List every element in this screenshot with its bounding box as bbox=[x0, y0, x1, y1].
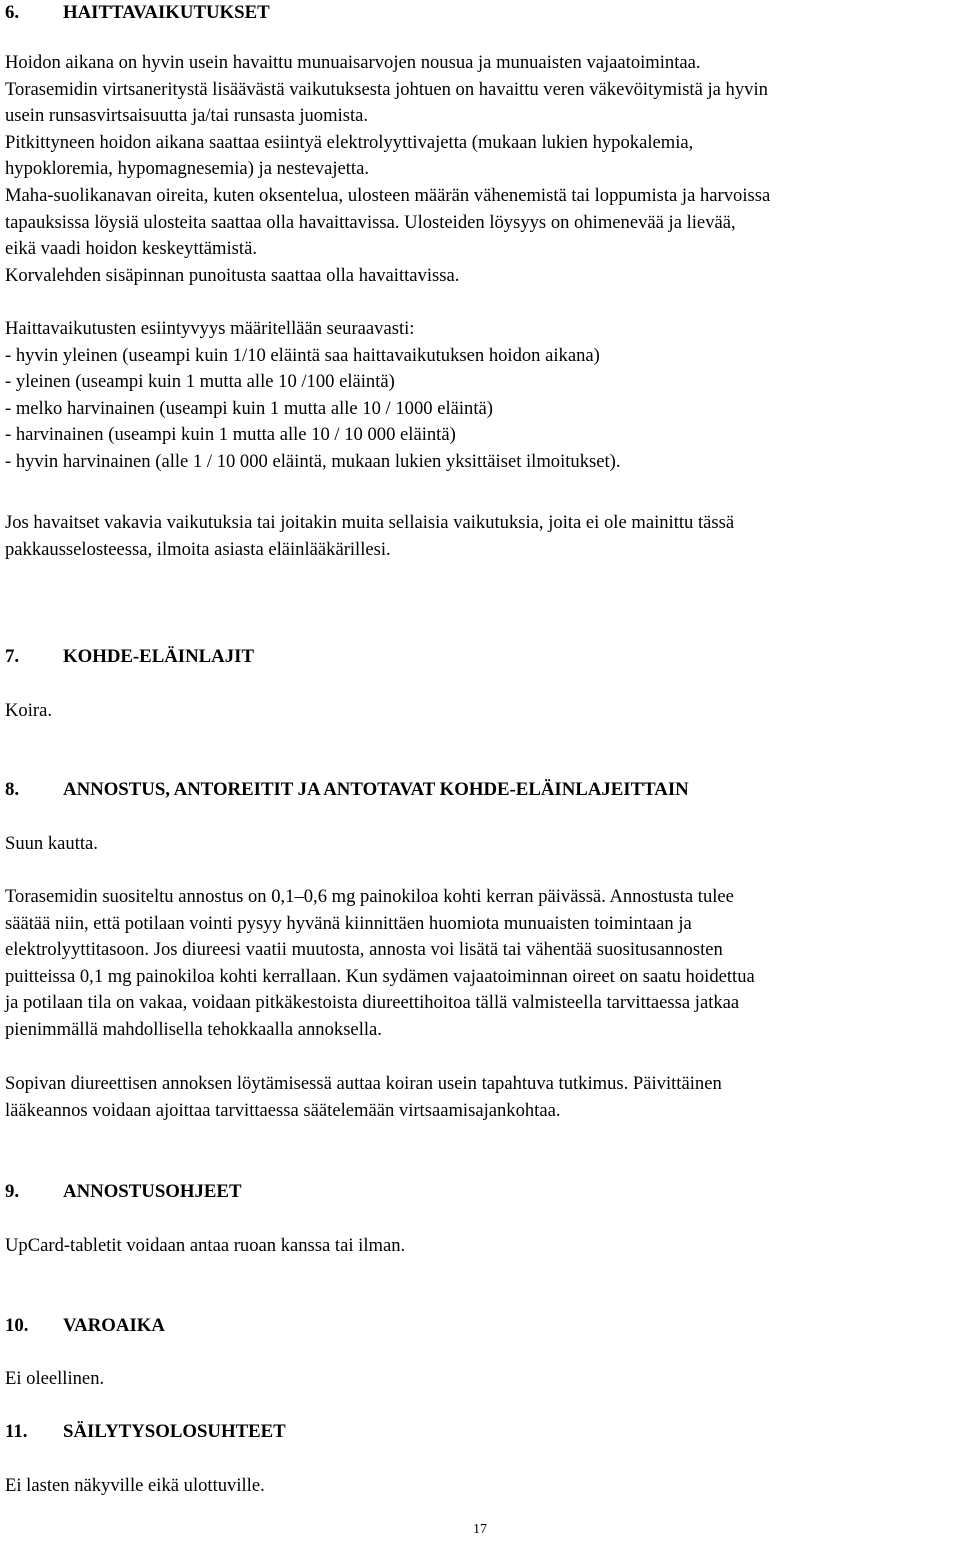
text-line: Torasemidin virtsaneritystä lisäävästä vaikutuksesta johtuen on havaittu veren väkevöitymistä ja hyvin bbox=[5, 78, 768, 100]
section-6-heading bbox=[5, 0, 270, 27]
text-line: Korvalehden sisäpinnan punoitusta saattaa olla havaittavissa. bbox=[5, 264, 460, 286]
text-line: säätää niin, että potilaan vointi pysyy hyvänä kiinnittäen huomiota munuaisten toimintaan ja bbox=[5, 912, 692, 934]
text-line: Jos havaitset vakavia vaikutuksia tai joitakin muita sellaisia vaikutuksia, joita ei ole mainittu tässä bbox=[5, 512, 735, 533]
text-line: lääkeannos voidaan ajoittaa tarvittaessa säätelemään virtsaamisajankohtaa. bbox=[5, 1099, 561, 1121]
section-10-heading bbox=[5, 1313, 165, 1340]
section-7-text bbox=[5, 698, 955, 725]
section-9-heading bbox=[5, 1179, 241, 1206]
section-11-heading bbox=[5, 1419, 286, 1446]
section-10-title: VAROAIKA bbox=[63, 1315, 165, 1336]
list-item: - harvinainen (useampi kuin 1 mutta alle 10 / 10 000 eläintä) bbox=[5, 424, 456, 446]
text-line: Haittavaikutusten esiintyvyys määritellään seuraavasti: bbox=[5, 318, 415, 339]
section-7-number: 7. bbox=[5, 646, 20, 667]
section-6-paragraph-1 bbox=[5, 50, 955, 289]
text-line: Pitkittyneen hoidon aikana saattaa esiintyä elektrolyyttivajetta (mukaan lukien hypokalemia, bbox=[5, 131, 694, 153]
text-line: Ei oleellinen. bbox=[5, 1368, 105, 1389]
list-item: - yleinen (useampi kuin 1 mutta alle 10 /100 eläintä) bbox=[5, 371, 395, 393]
list-item: - hyvin harvinainen (alle 1 / 10 000 eläintä, mukaan lukien yksittäiset ilmoitukset). bbox=[5, 450, 621, 472]
section-8-heading bbox=[5, 777, 689, 804]
text-line: Koira. bbox=[5, 700, 52, 721]
text-line: Suun kautta. bbox=[5, 833, 98, 854]
text-line: Torasemidin suositeltu annostus on 0,1–0,6 mg painokiloa kohti kerran päivässä. Annostusta tulee bbox=[5, 886, 734, 907]
section-11-title: SÄILYTYSOLOSUHTEET bbox=[63, 1421, 286, 1442]
text-line: hypokloremia, hypomagnesemia) ja nestevajetta. bbox=[5, 158, 370, 180]
section-9-text bbox=[5, 1233, 955, 1260]
section-8-paragraph-1 bbox=[5, 884, 955, 1044]
section-8-title: ANNOSTUS, ANTOREITIT JA ANTOTAVAT KOHDE-ELÄINLAJEITTAIN bbox=[63, 779, 689, 800]
section-6-frequency-list bbox=[5, 316, 955, 476]
page-number: 17 bbox=[473, 1522, 487, 1537]
section-11-text bbox=[5, 1473, 955, 1500]
text-line: elektrolyyttitasoon. Jos diureesi vaatii muutosta, annosta voi lisätä tai vähentää suositusannosten bbox=[5, 939, 723, 961]
section-8-number: 8. bbox=[5, 779, 20, 800]
section-10-text bbox=[5, 1366, 955, 1393]
section-9-title: ANNOSTUSOHJEET bbox=[63, 1181, 242, 1202]
section-6-paragraph-3 bbox=[5, 510, 955, 563]
section-7-heading bbox=[5, 644, 254, 671]
text-line: usein runsasvirtsaisuutta ja/tai runsasta juomista. bbox=[5, 105, 369, 127]
text-line: tapauksissa löysiä ulosteita saattaa olla havaittavissa. Ulosteiden löysyys on ohimenevää ja lievää, bbox=[5, 211, 736, 233]
text-line: puitteissa 0,1 mg painokiloa kohti kerrallaan. Kun sydämen vajaatoiminnan oireet on saatu hoidettua bbox=[5, 965, 755, 987]
text-line: Maha-suolikanavan oireita, kuten oksentelua, ulosteen määrän vähenemistä tai loppumista ja harvoissa bbox=[5, 184, 771, 206]
section-6-title: HAITTAVAIKUTUKSET bbox=[63, 2, 270, 23]
section-9-number: 9. bbox=[5, 1181, 20, 1202]
text-line: Hoidon aikana on hyvin usein havaittu munuaisarvojen nousua ja munuaisten vajaatoimintaa. bbox=[5, 52, 701, 73]
section-10-number: 10. bbox=[5, 1315, 29, 1336]
section-6-number: 6. bbox=[5, 2, 20, 23]
text-line: pakkausselosteessa, ilmoita asiasta eläinlääkärillesi. bbox=[5, 538, 391, 560]
text-line: UpCard-tabletit voidaan antaa ruoan kanssa tai ilman. bbox=[5, 1235, 406, 1256]
text-line: pienimmällä mahdollisella tehokkaalla annoksella. bbox=[5, 1018, 382, 1040]
section-7-title: KOHDE-ELÄINLAJIT bbox=[63, 646, 254, 667]
section-8-paragraph-2 bbox=[5, 1071, 955, 1124]
text-line: Ei lasten näkyville eikä ulottuville. bbox=[5, 1475, 265, 1496]
text-line: Sopivan diureettisen annoksen löytämisessä auttaa koiran usein tapahtuva tutkimus. Päivittäinen bbox=[5, 1073, 722, 1094]
text-line: ja potilaan tila on vakaa, voidaan pitkäkestoista diureettihoitoa tällä valmisteella tarvittaessa jatkaa bbox=[5, 992, 740, 1014]
list-item: - hyvin yleinen (useampi kuin 1/10 eläintä saa haittavaikutuksen hoidon aikana) bbox=[5, 344, 600, 366]
section-8-route bbox=[5, 831, 955, 858]
section-11-number: 11. bbox=[5, 1421, 28, 1442]
list-item: - melko harvinainen (useampi kuin 1 mutta alle 10 / 1000 eläintä) bbox=[5, 397, 493, 419]
text-line: eikä vaadi hoidon keskeyttämistä. bbox=[5, 238, 257, 260]
